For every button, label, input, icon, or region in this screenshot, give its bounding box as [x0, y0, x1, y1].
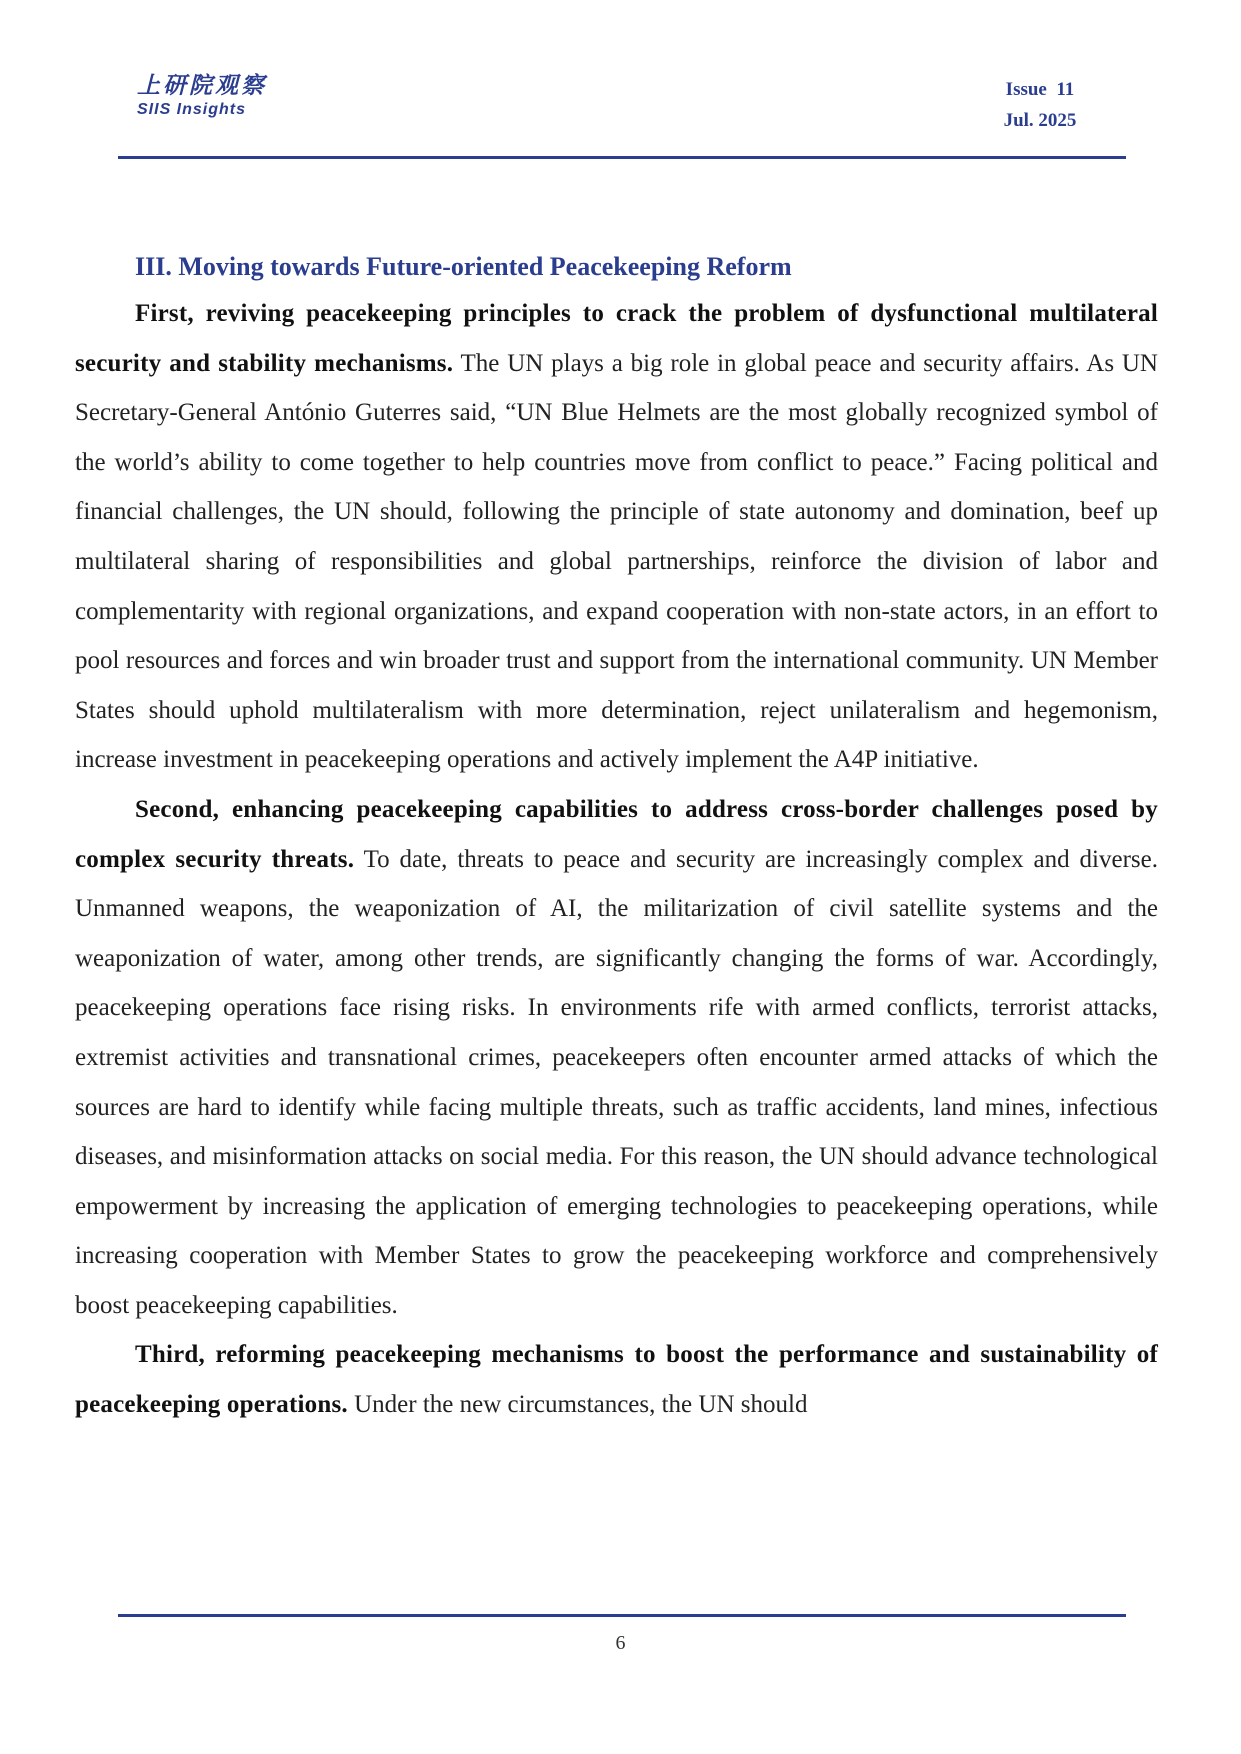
- paragraph-first-body: The UN plays a big role in global peace and security affairs. As UN Secretary-General António Guterres said, “UN Blue Helmets are the most globally recognized symbol of the world’s ability to come together to help countries move from conflict to peace.” Facing political and financial challenges, the UN should, following the principle of state autonomy and domination, beef up multilateral sharing of responsibilities and global partnerships, reinforce the division of labor and complementarity with regional organizations, and expand cooperation with non-state actors, in an effort to pool resources and forces and win broader trust and support from the international community. UN Member States should uphold multilateralism with more determination, reject unilateralism and hegemonism, increase investment in peacekeeping operations and actively implement the A4P initiative.: [75, 349, 1158, 774]
- section-heading: III. Moving towards Future-oriented Peacekeeping Reform: [135, 252, 792, 281]
- paragraph-second: [75, 785, 1158, 1331]
- logo-english-title: SIIS Insights: [137, 101, 247, 118]
- masthead-logo: [137, 72, 267, 120]
- article-body: [75, 245, 1158, 1430]
- paragraph-third: [75, 1330, 1158, 1429]
- paragraph-second-lead: Second, enhancing peacekeeping capabilities to address cross-border challenges posed by complex security threats.: [75, 795, 1158, 873]
- issue-info: [990, 74, 1090, 136]
- page-number: 6: [615, 1632, 626, 1654]
- paragraph-third-lead: Third, reforming peacekeeping mechanisms to boost the performance and sustainability of peacekeeping operations.: [75, 1341, 1158, 1419]
- header-divider: [118, 156, 1126, 159]
- footer-divider: [118, 1614, 1126, 1617]
- paragraph-second-body: To date, threats to peace and security are increasingly complex and diverse. Unmanned weapons, the weaponization of AI, the militarization of civil satellite systems and the weaponization of water, among other trends, are significantly changing the forms of war. Accordingly, peacekeeping operations face rising risks. In environments rife with armed conflicts, terrorist attacks, extremist activities and transnational crimes, peacekeepers often encounter armed attacks of which the sources are hard to identify while facing multiple threats, such as traffic accidents, land mines, infectious diseases, and misinformation attacks on social media. For this reason, the UN should advance technological empowerment by increasing the application of emerging technologies to peacekeeping operations, while increasing cooperation with Member States to grow the peacekeeping workforce and comprehensively boost peacekeeping capabilities.: [75, 845, 1158, 1319]
- logo-chinese-title: 上研院观察: [137, 72, 267, 99]
- paragraph-first: [75, 289, 1158, 785]
- paragraph-third-body: Under the new circumstances, the UN should: [347, 1391, 808, 1419]
- issue-number: Issue 11: [1005, 79, 1075, 100]
- issue-date: Jul. 2025: [1003, 110, 1077, 131]
- paragraph-first-lead: First, reviving peacekeeping principles to crack the problem of dysfunctional multilateral security and stability mechanisms.: [75, 300, 1158, 377]
